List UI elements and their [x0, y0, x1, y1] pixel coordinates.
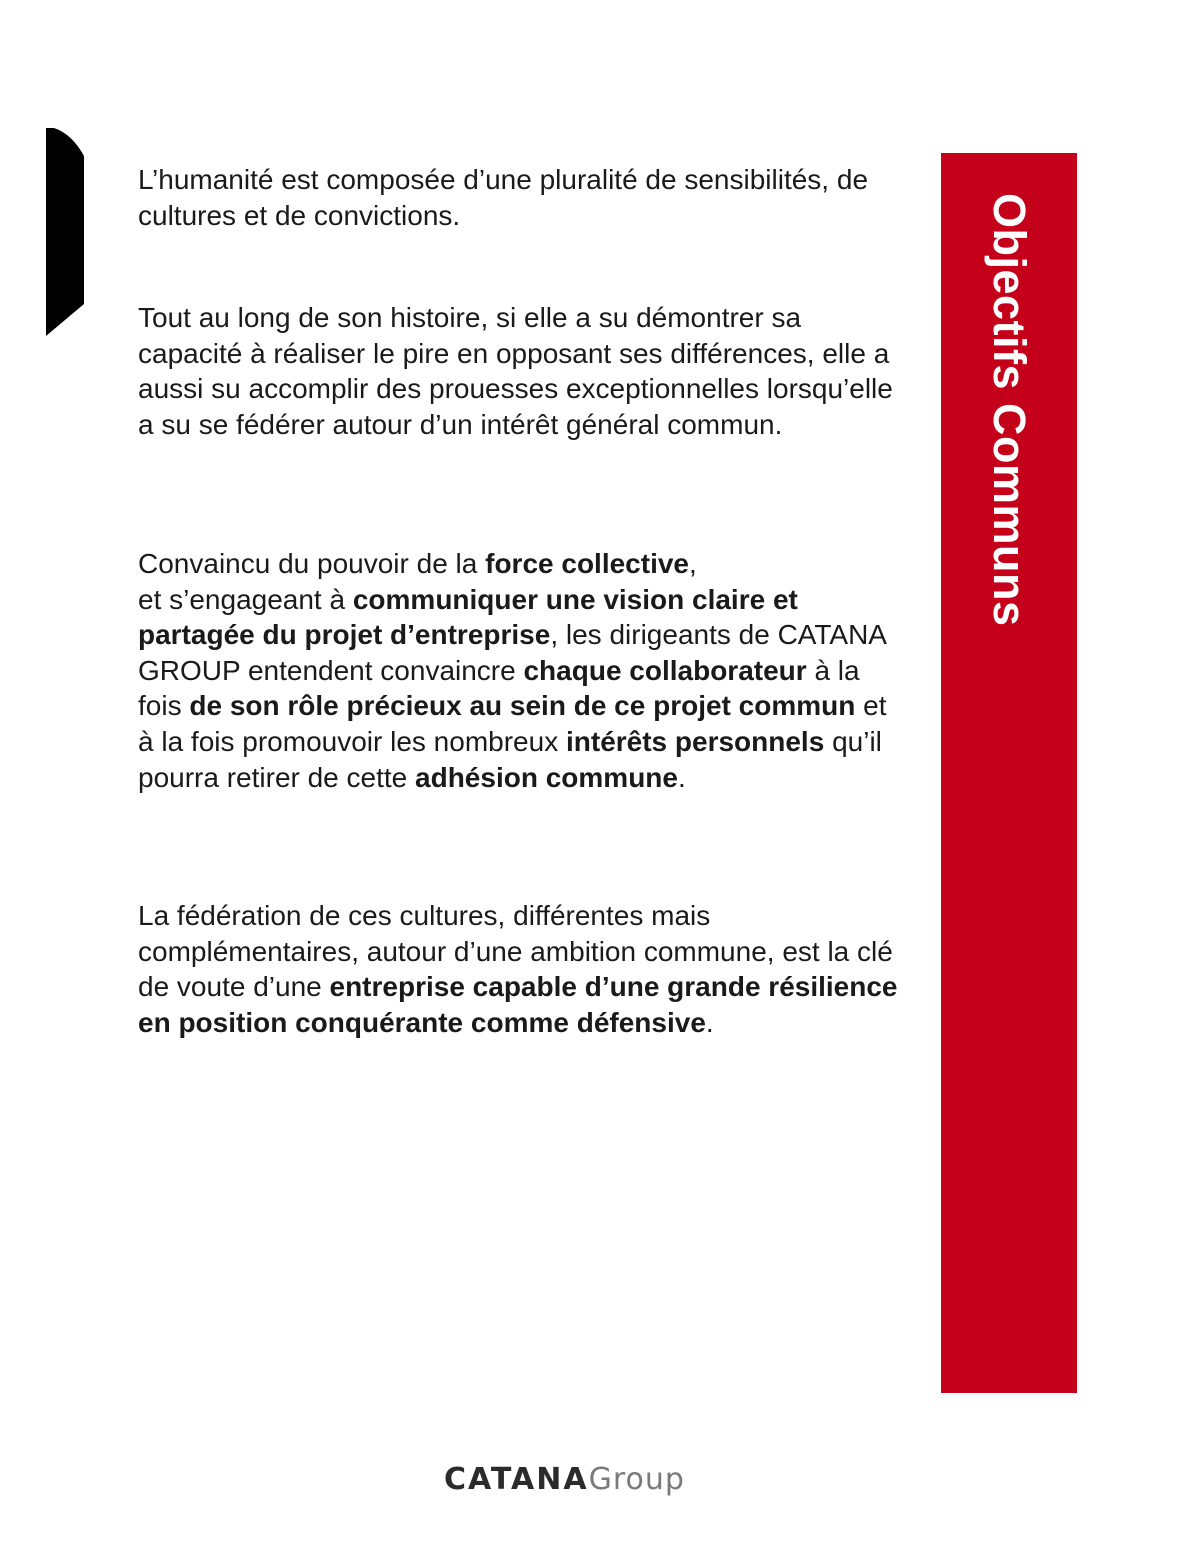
- catana-group-logo: [444, 1460, 685, 1500]
- text-span: La fédération de ces cultures, différentes mais complémentaires, autour d’une ambition commune, est la clé de voute d’une: [138, 900, 893, 1003]
- text-span: .: [677, 761, 686, 793]
- text-span: , les dirigeants de CATANA GROUP entendent convaincre: [138, 619, 886, 686]
- paragraph-2: [138, 300, 898, 442]
- logo-sub-text: Group: [588, 1462, 685, 1497]
- text-span: Convaincu du pouvoir de la: [138, 548, 486, 579]
- bold-text: de son rôle précieux au sein de ce projet commun: [189, 690, 856, 722]
- bold-text: intérêts personnels: [565, 725, 825, 757]
- text-span: à la fois: [138, 654, 860, 722]
- paragraph-1: [138, 162, 898, 233]
- bold-text: force collective: [485, 548, 689, 579]
- paragraph-4: [138, 898, 898, 1040]
- paragraph-3: [138, 546, 898, 795]
- text-span: ,: [689, 548, 697, 579]
- text-span: qu’il pourra retirer de cette: [138, 725, 882, 793]
- left-tab-marker: [46, 128, 84, 336]
- text-span: et s’engageant à: [138, 583, 353, 615]
- logo-main-text: CATANA: [444, 1462, 589, 1497]
- text-span: Tout au long de son histoire, si elle a su démontrer sa capacité à réaliser le pire en opposant ses différences, elle a aussi su accomplir des prouesses exceptionnelles lorsqu’elle a su se fédérer autour d’un intérêt général commun.: [138, 302, 893, 440]
- sidebar-band: [941, 153, 1077, 1393]
- bold-text: chaque collaborateur: [523, 654, 807, 686]
- text-span: L’humanité est composée d’une pluralité de sensibilités, de cultures et de convictions.: [138, 164, 869, 231]
- bold-text: adhésion commune: [415, 761, 678, 793]
- text-span: et à la fois promouvoir les nombreux: [138, 690, 887, 757]
- text-span: .: [705, 1006, 714, 1038]
- sidebar-title: Objectifs Communs: [984, 193, 1035, 627]
- bold-text: communiquer une vision claire et partagée du projet d’entreprise: [138, 583, 798, 651]
- bold-text: entreprise capable d’une grande résilience en position conquérante comme défensive: [138, 971, 898, 1038]
